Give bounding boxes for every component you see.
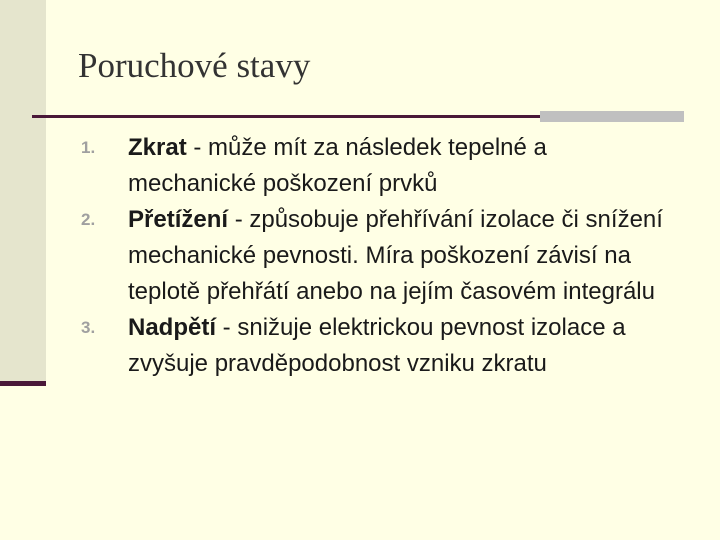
list-item-text: - snižuje elektrickou pevnost izolace a zvyšuje pravděpodobnost vzniku zkratu [128,314,626,377]
list-item-term: Zkrat [128,134,187,161]
list-item-term: Nadpětí [128,314,217,341]
fault-list [0,130,720,382]
list-item-term: Přetížení [128,206,229,233]
list-item-number: 3. [81,318,96,337]
list-item-number: 2. [81,210,96,229]
list-item-number: 1. [81,138,96,157]
list-item [0,310,663,382]
title-rule-grey-block [540,111,684,122]
title-underline-rule [32,115,542,118]
list-item [0,202,663,310]
list-item-text: - může mít za následek tepelné a mechanické poškození prvků [128,134,547,197]
slide-title: Poruchové stavy [78,46,311,85]
list-item-text: - způsobuje přehřívání izolace či snížení mechanické pevnosti. Míra poškození závisí na teplotě přehřátí anebo na jejím časovém integrálu [128,206,663,305]
list-item [0,130,663,202]
